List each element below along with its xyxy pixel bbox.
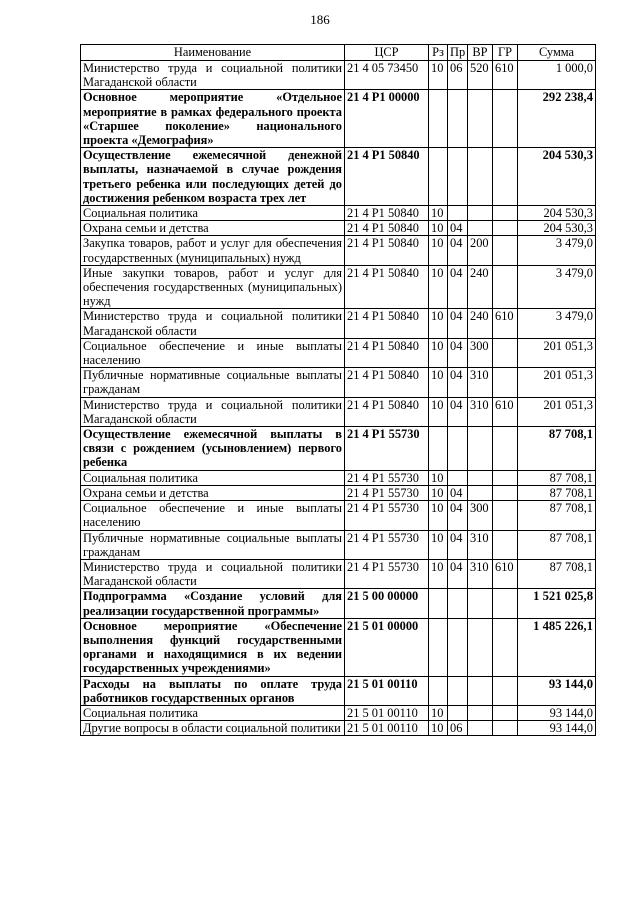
cell-vr: 300 xyxy=(468,501,493,530)
cell-vr xyxy=(468,485,493,500)
cell-vr: 240 xyxy=(468,265,493,309)
cell-name: Другие вопросы в области социальной политики xyxy=(81,721,345,736)
cell-sum: 1 521 025,8 xyxy=(518,589,596,618)
cell-sum: 3 479,0 xyxy=(518,236,596,265)
cell-csr: 21 4 P1 50840 xyxy=(345,368,429,397)
cell-csr: 21 4 05 73450 xyxy=(345,61,429,90)
table-row xyxy=(81,236,596,265)
cell-name: Социальное обеспечение и иные выплаты населению xyxy=(81,501,345,530)
cell-rz: 10 xyxy=(429,559,448,588)
table-row xyxy=(81,397,596,426)
cell-vr xyxy=(468,427,493,471)
header-vr: ВР xyxy=(468,45,493,61)
table-row xyxy=(81,427,596,471)
table-row xyxy=(81,338,596,367)
cell-vr: 200 xyxy=(468,236,493,265)
cell-gr: 610 xyxy=(493,559,518,588)
table-row xyxy=(81,501,596,530)
cell-csr: 21 4 P1 55730 xyxy=(345,485,429,500)
cell-vr xyxy=(468,721,493,736)
cell-csr: 21 4 P1 55730 xyxy=(345,470,429,485)
cell-name: Министерство труда и социальной политики Магаданской области xyxy=(81,397,345,426)
table-row xyxy=(81,265,596,309)
cell-pr: 04 xyxy=(448,530,468,559)
cell-sum: 87 708,1 xyxy=(518,559,596,588)
header-gr: ГР xyxy=(493,45,518,61)
cell-pr: 04 xyxy=(448,397,468,426)
cell-name: Публичные нормативные социальные выплаты гражданам xyxy=(81,530,345,559)
cell-csr: 21 5 01 00000 xyxy=(345,618,429,676)
table-row xyxy=(81,485,596,500)
cell-gr xyxy=(493,676,518,705)
cell-gr xyxy=(493,705,518,720)
cell-gr xyxy=(493,338,518,367)
cell-csr: 21 4 P1 00000 xyxy=(345,90,429,148)
cell-csr: 21 5 00 00000 xyxy=(345,589,429,618)
cell-csr: 21 4 P1 50840 xyxy=(345,265,429,309)
table-row xyxy=(81,721,596,736)
cell-name: Охрана семьи и детства xyxy=(81,221,345,236)
cell-vr xyxy=(468,206,493,221)
cell-gr xyxy=(493,90,518,148)
cell-csr: 21 4 P1 50840 xyxy=(345,148,429,206)
cell-sum: 201 051,3 xyxy=(518,368,596,397)
cell-vr: 310 xyxy=(468,397,493,426)
cell-vr: 240 xyxy=(468,309,493,338)
cell-gr xyxy=(493,530,518,559)
cell-rz: 10 xyxy=(429,501,448,530)
cell-rz: 10 xyxy=(429,470,448,485)
cell-gr: 610 xyxy=(493,309,518,338)
cell-pr: 04 xyxy=(448,265,468,309)
cell-vr: 310 xyxy=(468,559,493,588)
cell-pr: 04 xyxy=(448,485,468,500)
table-row xyxy=(81,61,596,90)
cell-csr: 21 4 P1 50840 xyxy=(345,221,429,236)
table-row xyxy=(81,676,596,705)
cell-sum: 204 530,3 xyxy=(518,221,596,236)
cell-pr xyxy=(448,676,468,705)
cell-sum: 204 530,3 xyxy=(518,148,596,206)
table-row xyxy=(81,470,596,485)
cell-name: Закупка товаров, работ и услуг для обеспечения государственных (муниципальных) нужд xyxy=(81,236,345,265)
cell-csr: 21 4 P1 50840 xyxy=(345,338,429,367)
cell-gr xyxy=(493,236,518,265)
table-row xyxy=(81,309,596,338)
header-sum: Сумма xyxy=(518,45,596,61)
cell-pr xyxy=(448,206,468,221)
cell-pr: 06 xyxy=(448,61,468,90)
cell-gr xyxy=(493,485,518,500)
cell-csr: 21 5 01 00110 xyxy=(345,705,429,720)
cell-sum: 201 051,3 xyxy=(518,338,596,367)
cell-csr: 21 5 01 00110 xyxy=(345,676,429,705)
cell-csr: 21 4 P1 55730 xyxy=(345,530,429,559)
cell-vr xyxy=(468,705,493,720)
cell-pr xyxy=(448,589,468,618)
cell-rz xyxy=(429,618,448,676)
cell-pr xyxy=(448,427,468,471)
cell-csr: 21 4 P1 55730 xyxy=(345,427,429,471)
cell-csr: 21 4 P1 50840 xyxy=(345,236,429,265)
cell-gr xyxy=(493,265,518,309)
table-row xyxy=(81,618,596,676)
header-csr: ЦСР xyxy=(345,45,429,61)
cell-vr: 310 xyxy=(468,530,493,559)
cell-rz xyxy=(429,676,448,705)
cell-sum: 1 000,0 xyxy=(518,61,596,90)
cell-sum: 87 708,1 xyxy=(518,501,596,530)
cell-name: Основное мероприятие «Отдельное мероприятие в рамках федерального проекта «Старшее поколение» национального проекта «Демография» xyxy=(81,90,345,148)
cell-name: Министерство труда и социальной политики Магаданской области xyxy=(81,61,345,90)
cell-pr: 04 xyxy=(448,236,468,265)
cell-sum: 87 708,1 xyxy=(518,485,596,500)
cell-name: Социальное обеспечение и иные выплаты населению xyxy=(81,338,345,367)
cell-rz xyxy=(429,90,448,148)
cell-rz: 10 xyxy=(429,338,448,367)
cell-rz: 10 xyxy=(429,265,448,309)
cell-gr xyxy=(493,501,518,530)
cell-name: Основное мероприятие «Обеспечение выполнения функций государственными органами и находящимися в их ведении государственных учреждениями» xyxy=(81,618,345,676)
cell-vr xyxy=(468,470,493,485)
cell-rz xyxy=(429,148,448,206)
cell-name: Публичные нормативные социальные выплаты гражданам xyxy=(81,368,345,397)
cell-csr: 21 4 P1 50840 xyxy=(345,206,429,221)
table-row xyxy=(81,90,596,148)
cell-name: Министерство труда и социальной политики Магаданской области xyxy=(81,309,345,338)
cell-sum: 93 144,0 xyxy=(518,721,596,736)
cell-csr: 21 4 P1 55730 xyxy=(345,559,429,588)
header-name: Наименование xyxy=(81,45,345,61)
cell-name: Министерство труда и социальной политики Магаданской области xyxy=(81,559,345,588)
table-row xyxy=(81,589,596,618)
cell-gr xyxy=(493,427,518,471)
cell-rz: 10 xyxy=(429,721,448,736)
table-row xyxy=(81,221,596,236)
cell-name: Иные закупки товаров, работ и услуг для обеспечения государственных (муниципальных) нужд xyxy=(81,265,345,309)
table-row xyxy=(81,559,596,588)
cell-rz: 10 xyxy=(429,485,448,500)
cell-sum: 93 144,0 xyxy=(518,676,596,705)
cell-pr: 04 xyxy=(448,221,468,236)
cell-gr: 610 xyxy=(493,61,518,90)
budget-table xyxy=(80,44,596,736)
cell-rz: 10 xyxy=(429,61,448,90)
cell-csr: 21 4 P1 55730 xyxy=(345,501,429,530)
cell-sum: 201 051,3 xyxy=(518,397,596,426)
cell-pr xyxy=(448,618,468,676)
cell-vr xyxy=(468,589,493,618)
cell-vr xyxy=(468,221,493,236)
cell-gr xyxy=(493,368,518,397)
cell-rz: 10 xyxy=(429,397,448,426)
page-number: 186 xyxy=(310,12,330,27)
cell-name: Социальная политика xyxy=(81,470,345,485)
cell-csr: 21 4 P1 50840 xyxy=(345,397,429,426)
table-row xyxy=(81,148,596,206)
cell-pr xyxy=(448,90,468,148)
cell-rz xyxy=(429,589,448,618)
cell-name: Расходы на выплаты по оплате труда работников государственных органов xyxy=(81,676,345,705)
table-row xyxy=(81,368,596,397)
table-row xyxy=(81,705,596,720)
cell-pr xyxy=(448,148,468,206)
header-pr: Пр xyxy=(448,45,468,61)
cell-csr: 21 5 01 00110 xyxy=(345,721,429,736)
cell-name: Осуществление ежемесячной выплаты в связи с рождением (усыновлением) первого ребенка xyxy=(81,427,345,471)
cell-gr xyxy=(493,148,518,206)
cell-csr: 21 4 P1 50840 xyxy=(345,309,429,338)
cell-gr xyxy=(493,470,518,485)
cell-vr xyxy=(468,148,493,206)
cell-sum: 204 530,3 xyxy=(518,206,596,221)
table-row xyxy=(81,206,596,221)
cell-pr xyxy=(448,705,468,720)
cell-name: Подпрограмма «Создание условий для реализации государственной программы» xyxy=(81,589,345,618)
cell-gr xyxy=(493,206,518,221)
cell-vr xyxy=(468,676,493,705)
cell-rz: 10 xyxy=(429,530,448,559)
cell-name: Социальная политика xyxy=(81,206,345,221)
cell-rz: 10 xyxy=(429,368,448,397)
cell-rz: 10 xyxy=(429,206,448,221)
cell-vr xyxy=(468,90,493,148)
cell-name: Охрана семьи и детства xyxy=(81,485,345,500)
cell-vr: 300 xyxy=(468,338,493,367)
cell-pr: 04 xyxy=(448,309,468,338)
cell-vr: 520 xyxy=(468,61,493,90)
cell-rz: 10 xyxy=(429,309,448,338)
cell-sum: 93 144,0 xyxy=(518,705,596,720)
cell-pr: 04 xyxy=(448,501,468,530)
cell-sum: 3 479,0 xyxy=(518,265,596,309)
cell-rz: 10 xyxy=(429,221,448,236)
cell-name: Осуществление ежемесячной денежной выплаты, назначаемой в случае рождения третьего ребенка или последующих детей до достижения ребенком возраста трех лет xyxy=(81,148,345,206)
cell-gr: 610 xyxy=(493,397,518,426)
cell-sum: 87 708,1 xyxy=(518,530,596,559)
cell-pr: 04 xyxy=(448,338,468,367)
cell-gr xyxy=(493,221,518,236)
cell-gr xyxy=(493,618,518,676)
cell-vr xyxy=(468,618,493,676)
cell-name: Социальная политика xyxy=(81,705,345,720)
cell-pr: 06 xyxy=(448,721,468,736)
cell-pr: 04 xyxy=(448,559,468,588)
cell-rz xyxy=(429,427,448,471)
cell-pr xyxy=(448,470,468,485)
cell-vr: 310 xyxy=(468,368,493,397)
table-header-row xyxy=(81,45,596,61)
cell-pr: 04 xyxy=(448,368,468,397)
cell-sum: 87 708,1 xyxy=(518,470,596,485)
cell-sum: 3 479,0 xyxy=(518,309,596,338)
table-row xyxy=(81,530,596,559)
cell-gr xyxy=(493,721,518,736)
cell-sum: 87 708,1 xyxy=(518,427,596,471)
cell-sum: 292 238,4 xyxy=(518,90,596,148)
cell-gr xyxy=(493,589,518,618)
cell-rz: 10 xyxy=(429,236,448,265)
cell-rz: 10 xyxy=(429,705,448,720)
header-rz: Рз xyxy=(429,45,448,61)
cell-sum: 1 485 226,1 xyxy=(518,618,596,676)
